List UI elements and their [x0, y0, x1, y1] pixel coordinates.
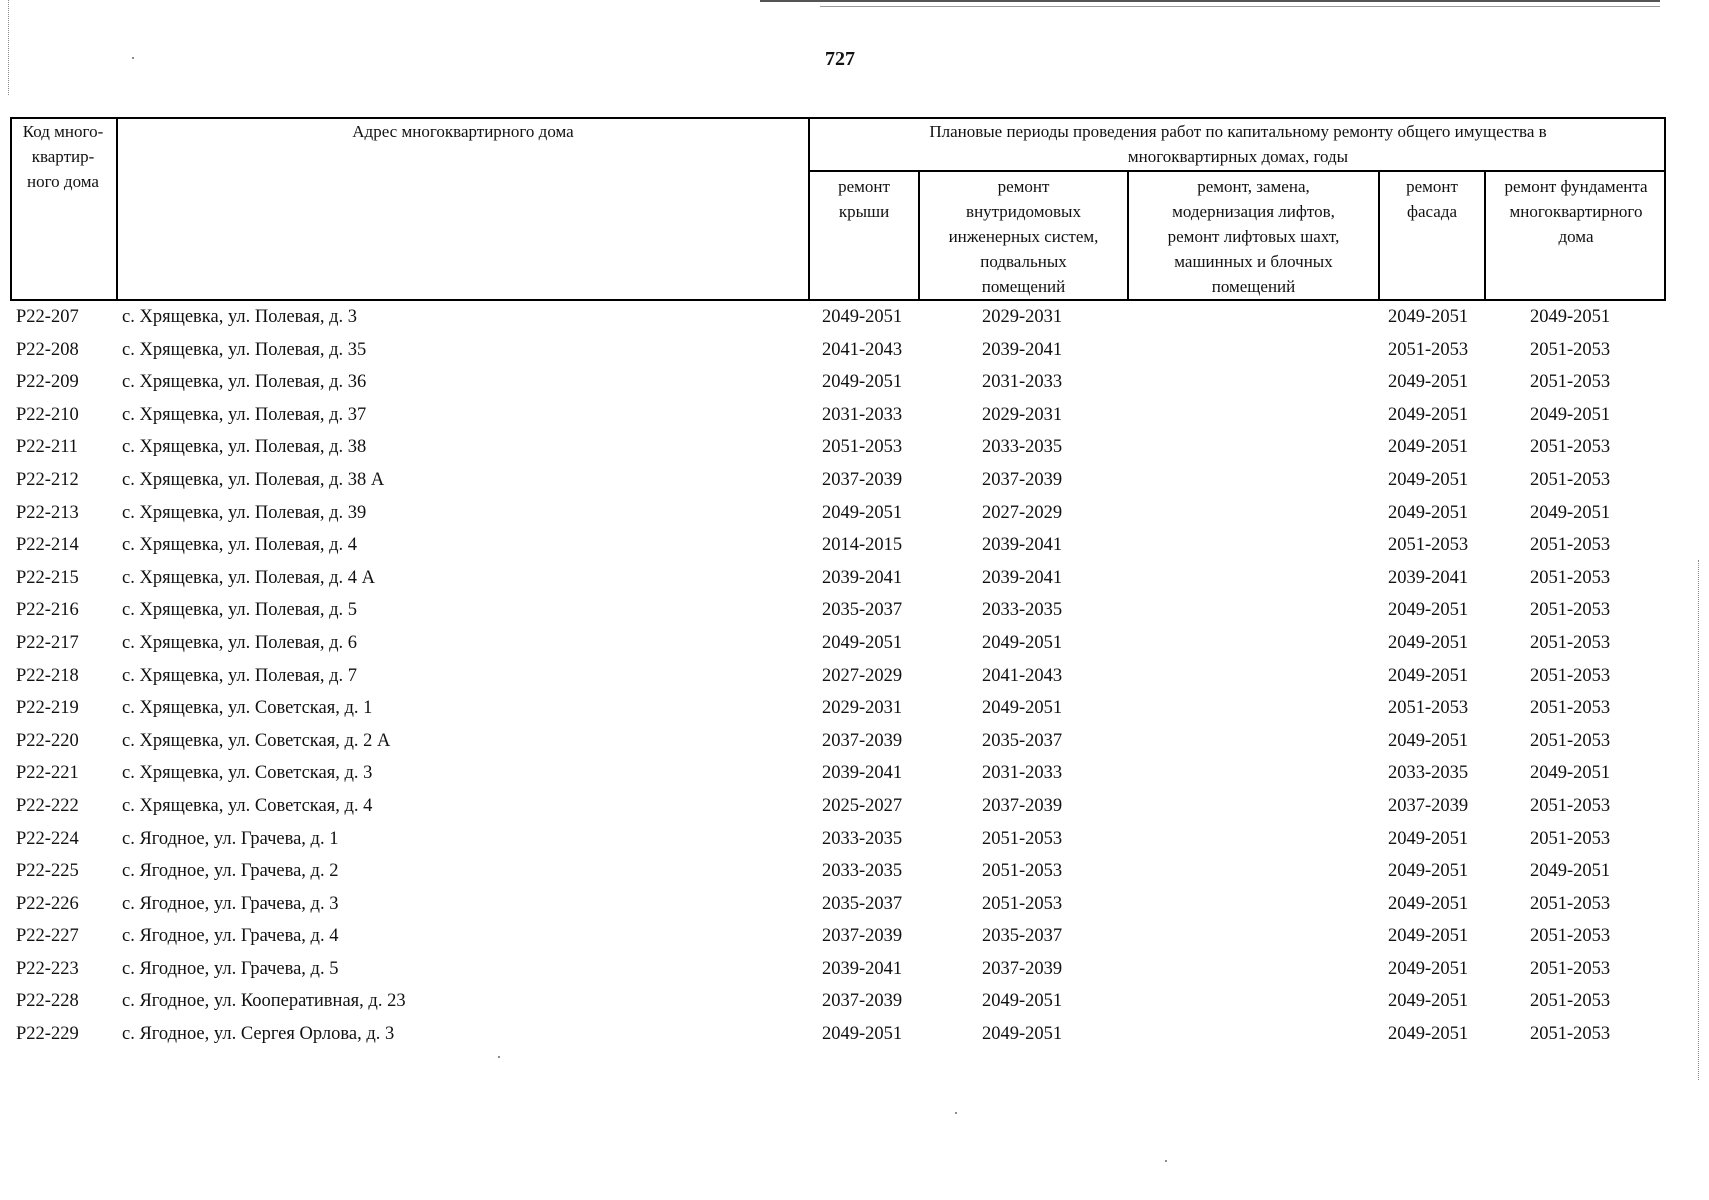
cell-address: с. Ягодное, ул. Грачева, д. 1	[122, 828, 339, 849]
cell-systems: 2031-2033	[982, 763, 1063, 784]
cell-systems: 2051-2053	[982, 861, 1063, 882]
cell-address: с. Хрящевка, ул. Полевая, д. 35	[122, 339, 367, 360]
scan-top-rule	[760, 0, 1660, 2]
table-row	[10, 627, 1670, 660]
cell-facade: 2049-2051	[1388, 404, 1469, 425]
cell-roof: 2037-2039	[822, 991, 903, 1012]
header-foundation: ремонт фундамента многоквартирного дома	[1504, 177, 1648, 246]
cell-systems: 2049-2051	[982, 632, 1063, 653]
cell-systems: 2027-2029	[982, 502, 1063, 523]
cell-foundation: 2049-2051	[1530, 307, 1611, 327]
cell-roof: 2014-2015	[822, 535, 903, 556]
cell-address: с. Ягодное, ул. Грачева, д. 2	[122, 861, 339, 882]
table-row	[10, 464, 1670, 497]
cell-systems: 2049-2051	[982, 991, 1063, 1012]
cell-systems: 2035-2037	[982, 730, 1063, 751]
cell-facade: 2039-2041	[1388, 567, 1469, 588]
cell-foundation: 2051-2053	[1530, 991, 1611, 1012]
cell-address: с. Хрящевка, ул. Советская, д. 2 А	[122, 730, 391, 751]
cell-foundation: 2051-2053	[1530, 730, 1611, 751]
cell-systems: 2039-2041	[982, 535, 1063, 556]
cell-facade: 2049-2051	[1388, 372, 1469, 393]
cell-code: Р22-228	[16, 991, 79, 1012]
cell-code: Р22-207	[16, 307, 79, 327]
cell-systems: 2029-2031	[982, 307, 1063, 327]
cell-roof: 2037-2039	[822, 730, 903, 751]
cell-foundation: 2051-2053	[1530, 339, 1611, 360]
cell-address: с. Ягодное, ул. Сергея Орлова, д. 3	[122, 1024, 395, 1045]
cell-code: Р22-225	[16, 861, 79, 882]
cell-foundation: 2051-2053	[1530, 698, 1611, 719]
table-row	[10, 692, 1670, 725]
scan-top-rule-thin	[820, 6, 1660, 7]
table-row	[10, 855, 1670, 888]
cell-systems: 2039-2041	[982, 339, 1063, 360]
cell-address: с. Ягодное, ул. Кооперативная, д. 23	[122, 991, 406, 1012]
cell-roof: 2041-2043	[822, 339, 903, 360]
cell-foundation: 2051-2053	[1530, 567, 1611, 588]
cell-systems: 2029-2031	[982, 404, 1063, 425]
cell-facade: 2049-2051	[1388, 730, 1469, 751]
cell-address: с. Хрящевка, ул. Полевая, д. 38	[122, 437, 367, 458]
cell-systems: 2037-2039	[982, 795, 1063, 816]
cell-facade: 2049-2051	[1388, 307, 1469, 327]
header-systems: ремонт внутридомовых инженерных систем, подвальных помещений	[948, 177, 1099, 296]
cell-code: Р22-220	[16, 730, 79, 751]
cell-roof: 2029-2031	[822, 698, 903, 719]
cell-systems: 2033-2035	[982, 600, 1063, 621]
cell-code: Р22-223	[16, 958, 79, 979]
cell-facade: 2051-2053	[1388, 535, 1469, 556]
cell-roof: 2039-2041	[822, 567, 903, 588]
cell-foundation: 2051-2053	[1530, 535, 1611, 556]
cell-foundation: 2051-2053	[1530, 958, 1611, 979]
cell-roof: 2039-2041	[822, 958, 903, 979]
header-code: Код много- квартир- ного дома	[22, 122, 104, 191]
table-row	[10, 660, 1670, 693]
header-address: Адрес многоквартирного дома	[352, 122, 574, 141]
cell-foundation: 2051-2053	[1530, 1024, 1611, 1045]
page-number: 727	[825, 48, 855, 70]
cell-foundation: 2051-2053	[1530, 828, 1611, 849]
cell-foundation: 2051-2053	[1530, 437, 1611, 458]
scan-speck	[498, 1056, 500, 1058]
cell-systems: 2041-2043	[982, 665, 1063, 686]
cell-facade: 2049-2051	[1388, 600, 1469, 621]
cell-roof: 2025-2027	[822, 795, 903, 816]
cell-code: Р22-210	[16, 404, 79, 425]
cell-address: с. Хрящевка, ул. Полевая, д. 4 А	[122, 567, 376, 588]
cell-code: Р22-224	[16, 828, 79, 849]
table-row	[10, 334, 1670, 367]
table-row	[10, 366, 1670, 399]
table-row	[10, 1018, 1670, 1051]
cell-address: с. Хрящевка, ул. Советская, д. 3	[122, 763, 373, 784]
cell-facade: 2049-2051	[1388, 893, 1469, 914]
cell-foundation: 2051-2053	[1530, 469, 1611, 490]
cell-code: Р22-215	[16, 567, 79, 588]
header-roof: ремонт крыши	[838, 177, 890, 221]
cell-facade: 2049-2051	[1388, 469, 1469, 490]
cell-address: с. Хрящевка, ул. Полевая, д. 5	[122, 600, 358, 621]
cell-address: с. Хрящевка, ул. Полевая, д. 6	[122, 632, 358, 653]
cell-foundation: 2051-2053	[1530, 665, 1611, 686]
cell-facade: 2049-2051	[1388, 665, 1469, 686]
cell-foundation: 2051-2053	[1530, 632, 1611, 653]
cell-roof: 2037-2039	[822, 926, 903, 947]
cell-address: с. Хрящевка, ул. Полевая, д. 36	[122, 372, 367, 393]
cell-foundation: 2051-2053	[1530, 893, 1611, 914]
cell-roof: 2031-2033	[822, 404, 903, 425]
cell-foundation: 2051-2053	[1530, 795, 1611, 816]
header-periods: Плановые периоды проведения работ по капитальному ремонту общего имущества в многоквартирных домах, годы	[929, 122, 1547, 166]
table-row	[10, 823, 1670, 856]
header-lifts: ремонт, замена, модернизация лифтов, ремонт лифтовых шахт, машинных и блочных помещений	[1167, 177, 1340, 296]
cell-foundation: 2049-2051	[1530, 861, 1611, 882]
cell-roof: 2049-2051	[822, 632, 903, 653]
cell-roof: 2039-2041	[822, 763, 903, 784]
cell-roof: 2049-2051	[822, 502, 903, 523]
table-row	[10, 725, 1670, 758]
table-row	[10, 888, 1670, 921]
cell-code: Р22-222	[16, 795, 79, 816]
cell-facade: 2049-2051	[1388, 632, 1469, 653]
cell-code: Р22-227	[16, 926, 79, 947]
cell-systems: 2049-2051	[982, 698, 1063, 719]
cell-code: Р22-214	[16, 535, 79, 556]
cell-facade: 2049-2051	[1388, 1024, 1469, 1045]
cell-code: Р22-211	[16, 437, 79, 458]
cell-facade: 2051-2053	[1388, 698, 1469, 719]
cell-facade: 2049-2051	[1388, 861, 1469, 882]
cell-systems: 2049-2051	[982, 1024, 1063, 1045]
cell-systems: 2051-2053	[982, 893, 1063, 914]
cell-code: Р22-212	[16, 469, 79, 490]
cell-roof: 2033-2035	[822, 828, 903, 849]
cell-facade: 2049-2051	[1388, 991, 1469, 1012]
cell-systems: 2039-2041	[982, 567, 1063, 588]
cell-facade: 2049-2051	[1388, 828, 1469, 849]
cell-code: Р22-218	[16, 665, 79, 686]
cell-roof: 2037-2039	[822, 469, 903, 490]
cell-systems: 2037-2039	[982, 958, 1063, 979]
scan-speck	[955, 1112, 957, 1114]
cell-foundation: 2051-2053	[1530, 372, 1611, 393]
cell-address: с. Хрящевка, ул. Советская, д. 1	[122, 698, 373, 719]
cell-roof: 2049-2051	[822, 1024, 903, 1045]
cell-code: Р22-213	[16, 502, 79, 523]
cell-foundation: 2049-2051	[1530, 404, 1611, 425]
table-row	[10, 497, 1670, 530]
table-row	[10, 757, 1670, 790]
table-row	[10, 399, 1670, 432]
cell-code: Р22-219	[16, 698, 79, 719]
cell-code: Р22-226	[16, 893, 79, 914]
cell-foundation: 2049-2051	[1530, 763, 1611, 784]
cell-code: Р22-221	[16, 763, 79, 784]
cell-systems: 2037-2039	[982, 469, 1063, 490]
cell-facade: 2037-2039	[1388, 795, 1469, 816]
table-body	[10, 301, 1670, 1051]
cell-roof: 2035-2037	[822, 893, 903, 914]
table-row	[10, 985, 1670, 1018]
cell-roof: 2049-2051	[822, 307, 903, 327]
cell-foundation: 2049-2051	[1530, 502, 1611, 523]
cell-address: с. Ягодное, ул. Грачева, д. 5	[122, 958, 339, 979]
cell-address: с. Хрящевка, ул. Полевая, д. 3	[122, 307, 358, 327]
cell-address: с. Хрящевка, ул. Полевая, д. 39	[122, 502, 367, 523]
cell-roof: 2049-2051	[822, 372, 903, 393]
cell-code: Р22-229	[16, 1024, 79, 1045]
cell-foundation: 2051-2053	[1530, 600, 1611, 621]
cell-address: с. Ягодное, ул. Грачева, д. 3	[122, 893, 339, 914]
scan-right-edge	[1698, 560, 1709, 1080]
table-row	[10, 529, 1670, 562]
cell-address: с. Хрящевка, ул. Полевая, д. 38 А	[122, 469, 385, 490]
cell-address: с. Хрящевка, ул. Полевая, д. 4	[122, 535, 358, 556]
cell-code: Р22-216	[16, 600, 79, 621]
header-divider	[808, 170, 1666, 172]
table-row	[10, 562, 1670, 595]
cell-facade: 2033-2035	[1388, 763, 1469, 784]
table-row	[10, 920, 1670, 953]
cell-code: Р22-217	[16, 632, 79, 653]
cell-address: с. Хрящевка, ул. Полевая, д. 7	[122, 665, 358, 686]
table-row	[10, 953, 1670, 986]
table-row	[10, 301, 1670, 334]
scan-speck	[1165, 1160, 1167, 1162]
cell-foundation: 2051-2053	[1530, 926, 1611, 947]
cell-address: с. Хрящевка, ул. Советская, д. 4	[122, 795, 373, 816]
cell-systems: 2051-2053	[982, 828, 1063, 849]
cell-facade: 2051-2053	[1388, 339, 1469, 360]
cell-roof: 2035-2037	[822, 600, 903, 621]
cell-facade: 2049-2051	[1388, 502, 1469, 523]
cell-roof: 2033-2035	[822, 861, 903, 882]
cell-address: с. Хрящевка, ул. Полевая, д. 37	[122, 404, 367, 425]
cell-code: Р22-209	[16, 372, 79, 393]
cell-code: Р22-208	[16, 339, 79, 360]
cell-facade: 2049-2051	[1388, 958, 1469, 979]
cell-systems: 2033-2035	[982, 437, 1063, 458]
header-divider	[116, 117, 118, 301]
table-row	[10, 594, 1670, 627]
cell-roof: 2051-2053	[822, 437, 903, 458]
cell-systems: 2031-2033	[982, 372, 1063, 393]
cell-facade: 2049-2051	[1388, 926, 1469, 947]
table-row	[10, 431, 1670, 464]
cell-roof: 2027-2029	[822, 665, 903, 686]
table-row	[10, 790, 1670, 823]
cell-facade: 2049-2051	[1388, 437, 1469, 458]
header-facade: ремонт фасада	[1406, 177, 1458, 221]
cell-systems: 2035-2037	[982, 926, 1063, 947]
cell-address: с. Ягодное, ул. Грачева, д. 4	[122, 926, 339, 947]
